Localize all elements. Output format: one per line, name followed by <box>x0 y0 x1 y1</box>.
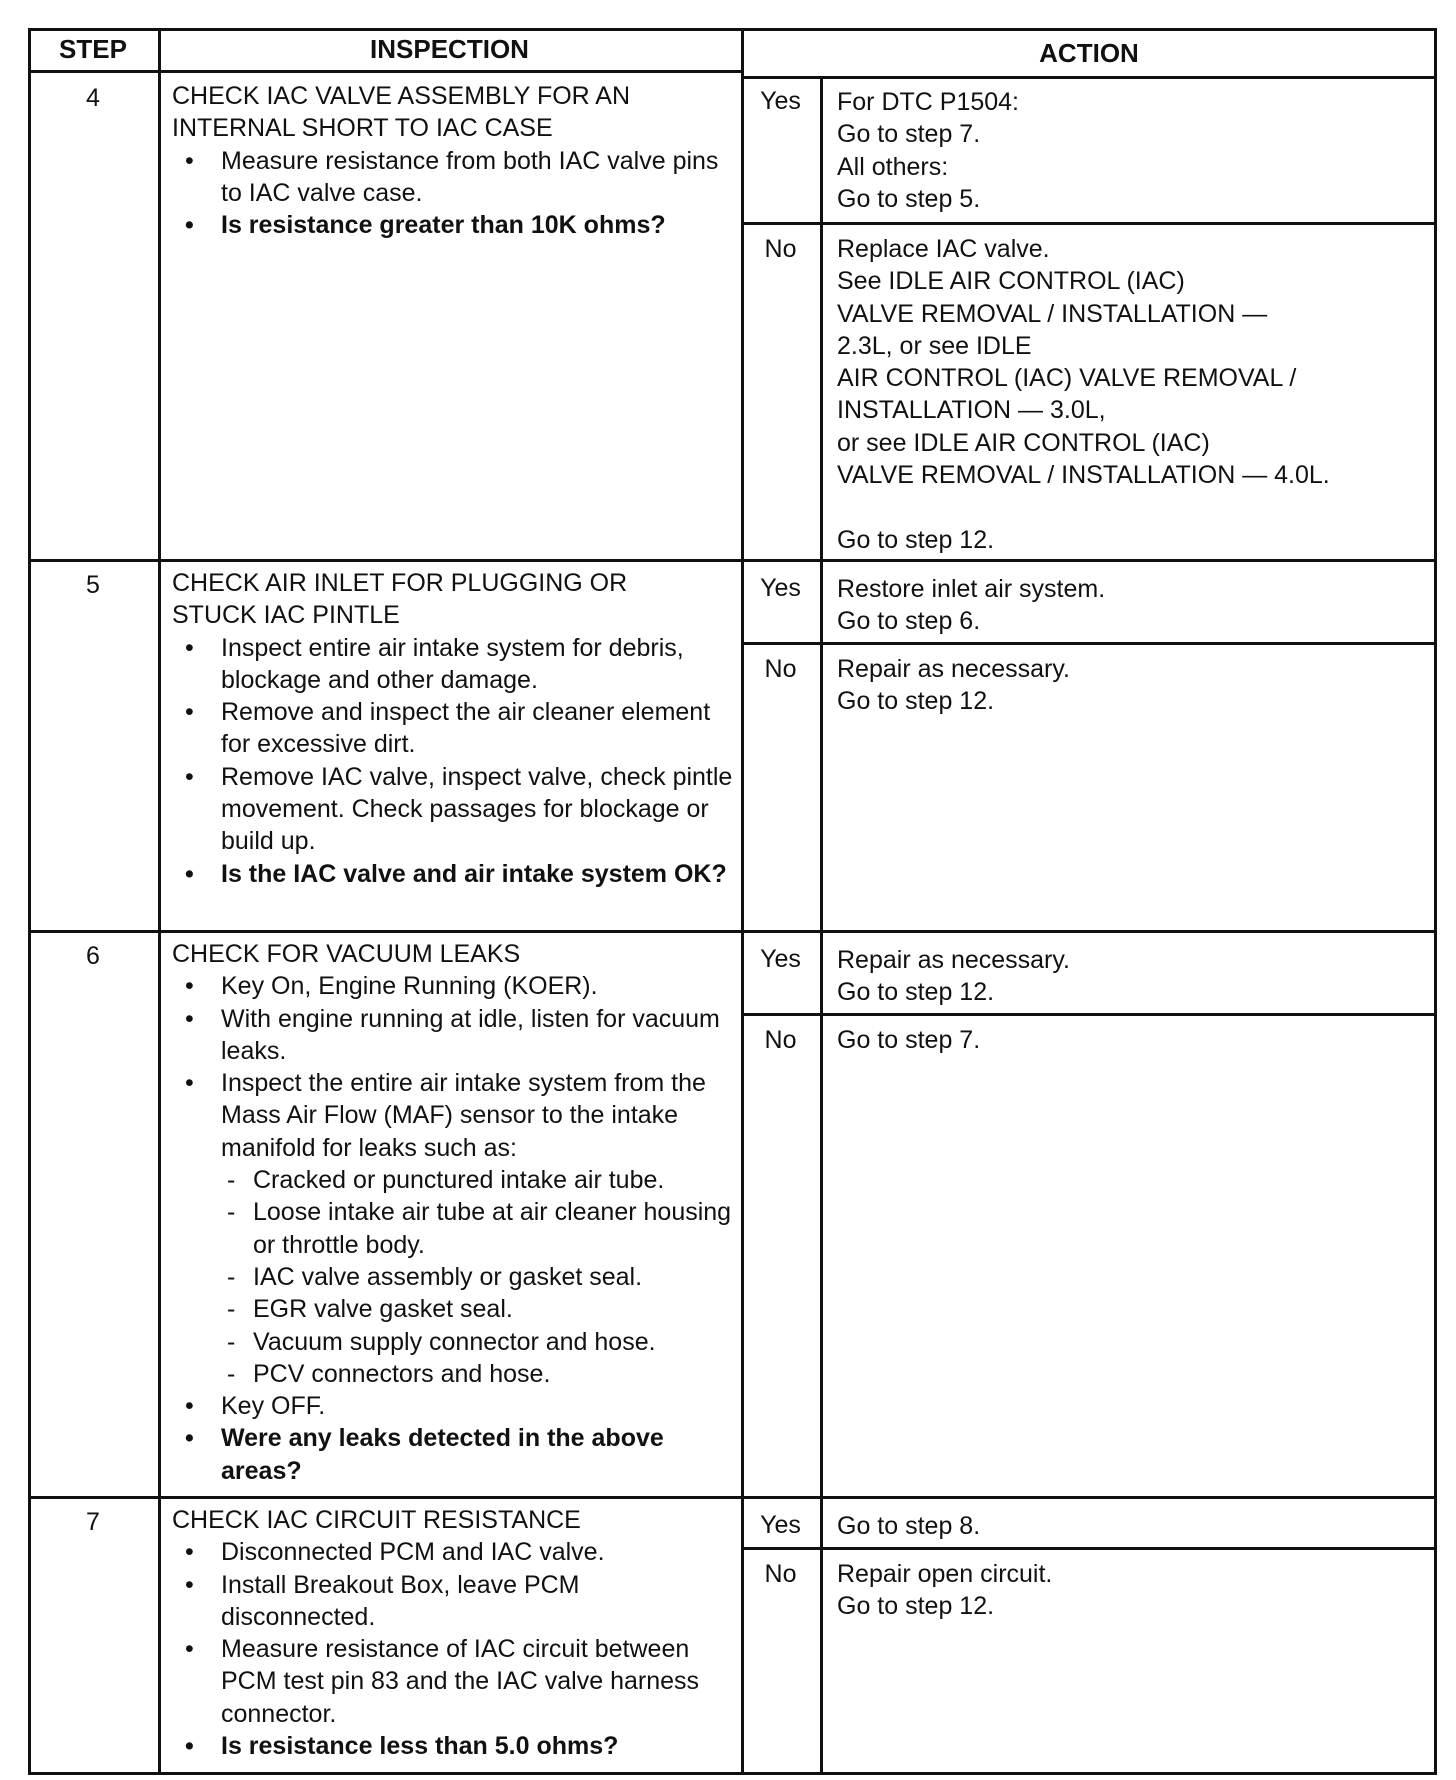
no-action: Repair open circuit. Go to step 12. <box>837 1560 1053 1621</box>
yes-label: Yes <box>760 945 801 973</box>
yes-no-col-divider <box>820 76 823 563</box>
bullet-item: • Key On, Engine Running (KOER). <box>172 970 733 1002</box>
inspection-title: CHECK AIR INLET FOR PLUGGING OR STUCK IAC PINTLE <box>172 569 628 630</box>
bullet-item: • Install Breakout Box, leave PCM disconnected. <box>172 1569 733 1634</box>
table-border-right <box>1434 28 1437 1775</box>
bullet-item: • Key OFF. <box>172 1390 733 1422</box>
bullet-item: • Measure resistance from both IAC valve pins to IAC valve case. <box>172 145 733 210</box>
bullet-item: • Inspect the entire air intake system from the Mass Air Flow (MAF) sensor to the intake manifold for leaks such as: <box>172 1067 733 1164</box>
inspection-cell <box>172 938 733 1487</box>
yes-label: Yes <box>760 574 801 602</box>
yes-no-divider <box>741 642 1437 645</box>
header-divider-left <box>28 70 741 73</box>
bullet-item: • Measure resistance of IAC circuit between PCM test pin 83 and the IAC valve harness connector. <box>172 1633 733 1730</box>
sub-item: - Vacuum supply connector and hose. <box>172 1326 733 1358</box>
table-border-bottom <box>28 1772 1437 1775</box>
yes-label: Yes <box>760 87 801 115</box>
inspection-cell <box>172 567 733 890</box>
sub-item: - IAC valve assembly or gasket seal. <box>172 1261 733 1293</box>
inspection-cell <box>172 80 733 241</box>
sub-item: - EGR valve gasket seal. <box>172 1293 733 1325</box>
step-number: 4 <box>86 84 100 112</box>
yes-action: Go to step 8. <box>837 1512 981 1540</box>
bullet-item: • Is resistance less than 5.0 ohms? <box>172 1730 733 1762</box>
yes-action: For DTC P1504: Go to step 7. All others: Go to step 5. <box>837 88 1020 213</box>
yes-no-col-divider <box>820 1499 823 1775</box>
step-number: 6 <box>86 942 100 970</box>
yes-no-divider <box>741 1547 1437 1550</box>
inspection-title: CHECK IAC VALVE ASSEMBLY FOR AN INTERNAL SHORT TO IAC CASE <box>172 82 631 143</box>
no-action: Repair as necessary. Go to step 12. <box>837 655 1070 716</box>
bullet-item: • Is the IAC valve and air intake system OK? <box>172 858 733 890</box>
row-divider <box>28 1496 1437 1499</box>
no-label: No <box>764 1026 797 1054</box>
yes-no-divider <box>741 1013 1437 1016</box>
row-divider <box>28 559 1437 562</box>
action-header: ACTION <box>1039 38 1139 68</box>
inspection-cell <box>172 1504 733 1762</box>
sub-item: - Cracked or punctured intake air tube. <box>172 1164 733 1196</box>
bullet-item: • Were any leaks detected in the above areas? <box>172 1422 733 1487</box>
sub-item: - PCV connectors and hose. <box>172 1358 733 1390</box>
step-number: 5 <box>86 571 100 599</box>
no-label: No <box>764 1560 797 1588</box>
header-divider-right <box>741 76 1437 79</box>
yes-action: Repair as necessary. Go to step 12. <box>837 946 1070 1007</box>
bullet-item: • Inspect entire air intake system for debris, blockage and other damage. <box>172 632 733 697</box>
bullet-item: • Remove and inspect the air cleaner element for excessive dirt. <box>172 696 733 761</box>
step-number: 7 <box>86 1508 100 1536</box>
bullet-item: • Is resistance greater than 10K ohms? <box>172 209 733 241</box>
yes-no-divider <box>741 222 1437 225</box>
bullet-item: • Disconnected PCM and IAC valve. <box>172 1536 733 1568</box>
step-col-divider <box>158 28 161 1772</box>
inspection-title: CHECK FOR VACUUM LEAKS <box>172 940 521 968</box>
row-divider <box>28 930 1437 933</box>
yes-action: Restore inlet air system. Go to step 6. <box>837 575 1106 636</box>
no-action: Replace IAC valve. See IDLE AIR CONTROL (IAC) VALVE REMOVAL / INSTALLATION — 2.3L, or see IDLE AIR CONTROL (IAC) VALVE REMOVAL / INSTALLATION — 3.0L, or see IDLE AIR CONTROL (IAC) VALVE REMOVAL / INSTALLATION — 4.0L. Go to step 12. <box>837 235 1330 554</box>
no-action: Go to step 7. <box>837 1026 981 1054</box>
no-label: No <box>764 235 797 263</box>
yes-no-col-divider <box>820 933 823 1499</box>
bullet-item: • Remove IAC valve, inspect valve, check pintle movement. Check passages for blockage or build up. <box>172 761 733 858</box>
bullet-item: • With engine running at idle, listen for vacuum leaks. <box>172 1003 733 1068</box>
no-label: No <box>764 655 797 683</box>
yes-label: Yes <box>760 1511 801 1539</box>
step-header: STEP <box>59 34 127 64</box>
inspection-header: INSPECTION <box>370 34 529 64</box>
yes-no-col-divider <box>820 562 823 933</box>
sub-item: - Loose intake air tube at air cleaner housing or throttle body. <box>172 1196 733 1261</box>
inspection-title: CHECK IAC CIRCUIT RESISTANCE <box>172 1506 581 1534</box>
table-border-top <box>28 28 1437 31</box>
